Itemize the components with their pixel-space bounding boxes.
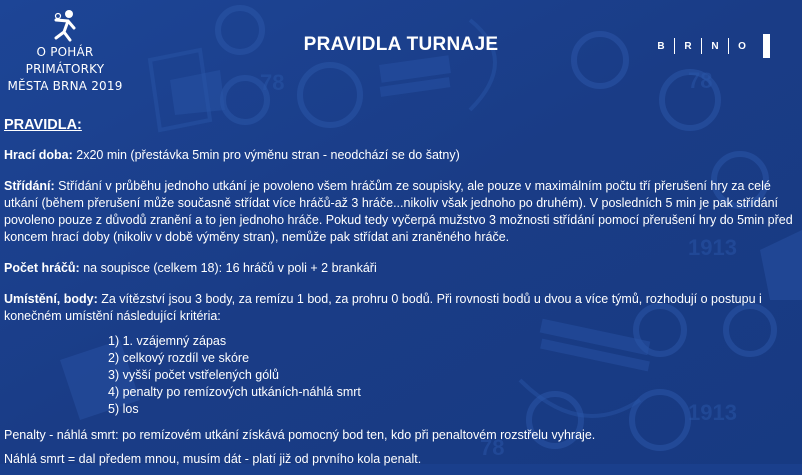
brno-letter-b: B — [657, 40, 665, 52]
logo-line-2: MĚSTA BRNA 2019 — [7, 79, 123, 93]
svg-text:78: 78 — [688, 68, 713, 93]
list-item: 3) vyšší počet vstřelených gólů — [108, 368, 279, 382]
rule-text: Za vítězství jsou 3 body, za remízu 1 bod, za prohru 0 bodů. Při rovnosti bodů u dvou a více týmů, rozhodují o postupu i konečném umístění následující kritéria: — [4, 292, 762, 323]
list-item: 4) penalty po remízových utkáních-náhlá smrt — [108, 385, 361, 399]
svg-text:1913: 1913 — [688, 235, 737, 260]
rule-label: Střídání: — [4, 179, 55, 193]
rule-label: Počet hráčů: — [4, 261, 80, 275]
list-item: 2) celkový rozdíl ve skóre — [108, 351, 250, 365]
criteria-list — [108, 333, 794, 418]
rule-playing-time — [4, 147, 794, 164]
rule-text: 2x20 min (přestávka 5min pro výměnu stran - neodchází se do šatny) — [72, 148, 460, 162]
rule-label: Umístění, body: — [4, 292, 98, 306]
rule-text: na soupisce (celkem 18): 16 hráčů v poli + 2 brankáři — [79, 261, 377, 275]
rule-players — [4, 260, 794, 277]
brno-bar — [763, 34, 770, 58]
svg-text:78: 78 — [480, 435, 505, 460]
penalty-rule: Penalty - náhlá smrt: po remízovém utkání získává pomocný bod ten, kdo při penaltovém rozstřelu vyhraje. — [4, 428, 596, 442]
rules-heading: PRAVIDLA: — [4, 117, 82, 133]
rule-substitution — [4, 178, 794, 246]
list-item: 5) los — [108, 402, 139, 416]
sudden-death-rule: Náhlá smrt = dal předem mnou, musím dát - platí již od prvního kola penalt. — [4, 452, 422, 466]
logo-line-1: O POHÁR PRIMÁTORKY — [25, 45, 105, 76]
brno-letter-r: R — [684, 40, 692, 52]
list-item: 1) 1. vzájemný zápas — [108, 334, 227, 348]
page-title: PRAVIDLA TURNAJE — [303, 34, 499, 55]
svg-text:1913: 1913 — [688, 400, 737, 425]
brno-logo — [648, 34, 770, 58]
brno-letter-o: O — [738, 40, 746, 52]
rule-label: Hrací doba: — [4, 148, 73, 162]
svg-text:78: 78 — [260, 70, 285, 95]
brno-letter-n: N — [711, 40, 719, 52]
rules-content — [4, 117, 794, 475]
rule-placement — [4, 291, 794, 325]
rule-text: Střídání v průběhu jednoho utkání je povoleno všem hráčům ze soupisky, ale pouze v maximálním počtu tří přerušení hry za celé utkání (během přerušení může současně střídat více hráčů-až 3 hráče...nikoliv však jednoho po druhém). V posledních 5 min je pak střídání povoleno pouze z důvodů zranění a to jen jednoho hráče. Pokud tedy vyčerpá mužstvo 3 možnosti střídání pomocí přerušení hry do 5min před koncem hrací doby (nikoliv v době výměny stran), nemůže pak střídat ani zraněného hráče. — [4, 179, 793, 244]
